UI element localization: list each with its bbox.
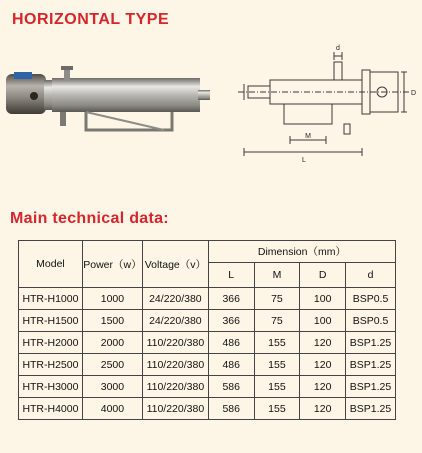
technical-data-table [18, 240, 396, 420]
cell-model: HTR-H2000 [19, 332, 83, 354]
table-row [19, 288, 396, 310]
cell-D: 120 [300, 398, 346, 420]
cell-power: 1000 [82, 288, 142, 310]
header-D: D [300, 263, 346, 288]
header-L: L [208, 263, 254, 288]
label-D: D [411, 90, 417, 97]
cell-L: 366 [208, 288, 254, 310]
cell-d: BSP1.25 [346, 354, 396, 376]
cell-D: 100 [300, 310, 346, 332]
cell-d: BSP1.25 [346, 332, 396, 354]
cell-D: 120 [300, 376, 346, 398]
cell-voltage: 110/220/380 [142, 332, 208, 354]
cell-model: HTR-H3000 [19, 376, 83, 398]
label-d: d [336, 45, 340, 52]
section-title-main-technical-data: Main technical data: [10, 210, 169, 227]
cell-power: 1500 [82, 310, 142, 332]
heater-photo [4, 60, 218, 150]
header-power: Power（w） [82, 241, 142, 288]
cell-d: BSP0.5 [346, 310, 396, 332]
table-row [19, 332, 396, 354]
section-title-horizontal-type: HORIZONTAL TYPE [12, 11, 170, 28]
cell-power: 4000 [82, 398, 142, 420]
label-M: M [305, 133, 311, 140]
table-row [19, 398, 396, 420]
table-row [19, 376, 396, 398]
cell-voltage: 110/220/380 [142, 354, 208, 376]
header-M: M [254, 263, 300, 288]
cell-voltage: 110/220/380 [142, 376, 208, 398]
cell-voltage: 110/220/380 [142, 398, 208, 420]
cell-D: 120 [300, 354, 346, 376]
cell-M: 155 [254, 354, 300, 376]
cell-model: HTR-H2500 [19, 354, 83, 376]
header-dimension: Dimension（mm） [208, 241, 395, 263]
header-voltage: Voltage（v） [142, 241, 208, 288]
cell-M: 155 [254, 398, 300, 420]
table-row [19, 310, 396, 332]
cell-d: BSP1.25 [346, 398, 396, 420]
dimension-drawing [234, 40, 420, 170]
cell-power: 2500 [82, 354, 142, 376]
table-row [19, 354, 396, 376]
cell-L: 586 [208, 376, 254, 398]
cell-d: BSP0.5 [346, 288, 396, 310]
cell-M: 75 [254, 288, 300, 310]
cell-power: 3000 [82, 376, 142, 398]
cell-M: 155 [254, 376, 300, 398]
header-model: Model [19, 241, 83, 288]
cell-L: 366 [208, 310, 254, 332]
cell-L: 586 [208, 398, 254, 420]
label-L: L [302, 157, 306, 164]
cell-D: 100 [300, 288, 346, 310]
cell-D: 120 [300, 332, 346, 354]
cell-voltage: 24/220/380 [142, 288, 208, 310]
cell-model: HTR-H1500 [19, 310, 83, 332]
cell-L: 486 [208, 354, 254, 376]
cell-voltage: 24/220/380 [142, 310, 208, 332]
cell-L: 486 [208, 332, 254, 354]
cell-model: HTR-H4000 [19, 398, 83, 420]
cell-M: 155 [254, 332, 300, 354]
cell-model: HTR-H1000 [19, 288, 83, 310]
header-d: d [346, 263, 396, 288]
cell-M: 75 [254, 310, 300, 332]
cell-d: BSP1.25 [346, 376, 396, 398]
cell-power: 2000 [82, 332, 142, 354]
